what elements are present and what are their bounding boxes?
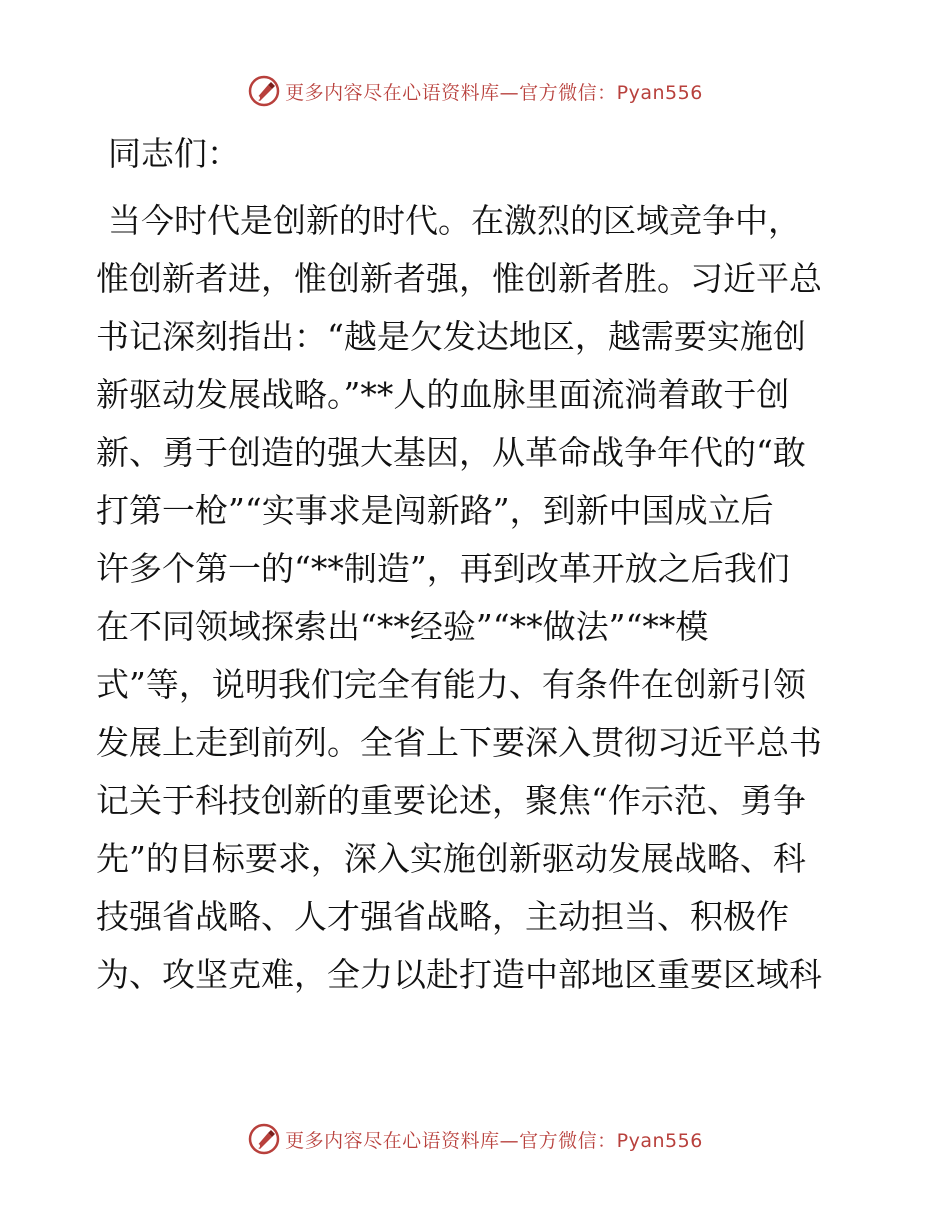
watermark-header xyxy=(0,71,950,111)
pen-logo-icon xyxy=(247,1122,281,1156)
text-line: 为、攻坚克难，全力以赴打造中部地区重要区域科 xyxy=(96,955,822,994)
text-line: 打第一枪”“实事求是闯新路”，到新中国成立后 xyxy=(96,491,774,530)
text-line: 先”的目标要求，深入实施创新驱动发展战略、科 xyxy=(96,839,806,878)
text-line: 许多个第一的“**制造”，再到改革开放之后我们 xyxy=(96,549,790,588)
paragraph xyxy=(96,192,856,1004)
pen-logo-icon xyxy=(247,74,281,108)
text-line: 新驱动发展战略。”**人的血脉里面流淌着敢于创 xyxy=(96,375,790,414)
text-line: 发展上走到前列。全省上下要深入贯彻习近平总书 xyxy=(96,723,822,762)
text-line: 记关于科技创新的重要论述，聚焦“作示范、勇争 xyxy=(96,781,806,820)
document-body xyxy=(96,126,856,1004)
watermark-footer xyxy=(0,1119,950,1159)
text-line: 书记深刻指出：“越是欠发达地区，越需要实施创 xyxy=(96,317,806,356)
text-line: 当今时代是创新的时代。在激烈的区域竞争中， xyxy=(108,201,801,240)
salutation: 同志们： xyxy=(108,134,240,173)
text-line: 在不同领域探索出“**经验”“**做法”“**模 xyxy=(96,607,709,646)
text-line: 惟创新者进，惟创新者强，惟创新者胜。习近平总 xyxy=(96,259,822,298)
watermark-text: 更多内容尽在心语资料库—官方微信：Pyan556 xyxy=(285,1129,703,1152)
text-line: 技强省战略、人才强省战略，主动担当、积极作 xyxy=(96,897,789,936)
text-line: 新、勇于创造的强大基因，从革命战争年代的“敢 xyxy=(96,433,806,472)
watermark-text: 更多内容尽在心语资料库—官方微信：Pyan556 xyxy=(285,81,703,104)
text-line: 式”等，说明我们完全有能力、有条件在创新引领 xyxy=(96,665,806,704)
